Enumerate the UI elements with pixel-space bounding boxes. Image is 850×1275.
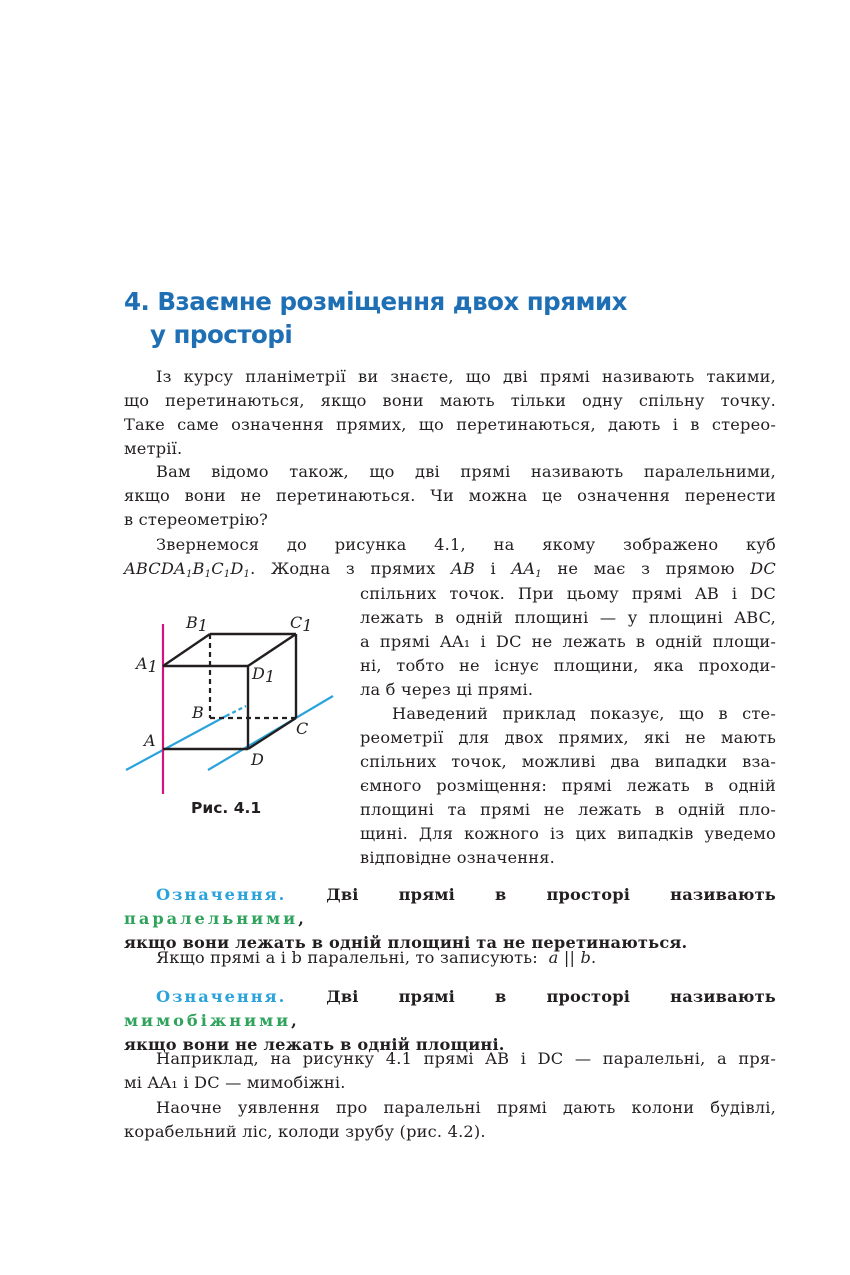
paragraph-visual (124, 1096, 776, 1144)
line-cube: $ABCDA_1B_1C_1D_1$. Жодна з прямих AB і $AA_1$ не має з прямою DC (124, 559, 776, 580)
term-skew: мимобіжними (124, 1011, 292, 1030)
label-b1: B1 (186, 613, 208, 635)
line: ємного розміщення: прямі лежать в одній (360, 776, 776, 795)
figure-caption: Рис. 4.1 (191, 799, 262, 817)
definition-parallel (124, 883, 776, 955)
line: Означення. Дві прямі в просторі називають мимобіжними, (124, 987, 776, 1030)
line: якщо вони не перетинаються. Чи можна це означення перенести (124, 486, 776, 505)
label-a1: A1 (136, 654, 158, 676)
definition-label: Означення. (156, 885, 287, 904)
line: Наведений приклад показує, що в сте- (392, 704, 776, 723)
line: відповідне означення. (360, 848, 555, 867)
line-ab (126, 716, 226, 770)
line: Із курсу планіметрії ви знаєте, що дві прямі називають такими, (156, 367, 776, 386)
line-dc (208, 696, 333, 770)
label-d: D (251, 750, 264, 769)
line: ні, тобто не існує площини, яка проходи- (360, 656, 776, 675)
line: а прямі AA₁ і DC не лежать в одній площи- (360, 632, 776, 651)
paragraph-cube-example (124, 533, 776, 581)
edge (248, 634, 296, 666)
line: спільних точок. При цьому прямі AB і DC (360, 584, 776, 603)
figure-cube (118, 606, 343, 806)
edge (248, 718, 296, 749)
line: в стереометрію? (124, 510, 268, 529)
line: лежать в одній площині — у площині ABC, (360, 608, 776, 627)
paragraph-intro (124, 365, 776, 461)
paragraph-example (124, 1047, 776, 1095)
line: якщо вони не лежать в одній площині. (124, 1035, 505, 1054)
line: ла б через ці прямі. (360, 680, 534, 699)
wrapped-text (360, 582, 776, 870)
label-a: A (144, 731, 156, 750)
paragraph-parallel-question (124, 460, 776, 532)
line: корабельний ліс, колоди зрубу (рис. 4.2). (124, 1122, 486, 1141)
line: щині. Для кожного із цих випадків уведемо (360, 824, 776, 843)
edge (163, 634, 210, 666)
label-c: C (296, 719, 309, 738)
section-title-line-1: 4. Взаємне розміщення двох прямих (124, 287, 627, 316)
line: Вам відомо також, що дві прямі називають паралельними, (156, 462, 776, 481)
line: що перетинаються, якщо вони мають тільки одну спільну точку. (124, 391, 776, 410)
section-title-line-2: у просторі (150, 320, 293, 349)
label-b: B (192, 703, 204, 722)
line: Наочне уявлення про паралельні прямі дають колони будівлі, (156, 1098, 776, 1117)
line: мі AA₁ і DC — мимобіжні. (124, 1073, 346, 1092)
line: Таке саме означення прямих, що перетинаються, дають і в стерео- (124, 415, 776, 434)
line: спільних точок, можливі два випадки вза- (360, 752, 776, 771)
definition-label: Означення. (156, 987, 287, 1006)
label-c1: C1 (290, 613, 313, 635)
line: Якщо прямі a і b паралельні, то записують: a || b. (156, 948, 597, 967)
section-title (124, 285, 627, 351)
line: Звернемося до рисунка 4.1, на якому зображено куб (156, 535, 776, 554)
term-parallel: паралельними (124, 909, 299, 928)
line: якщо вони лежать в одній площині та не перетинаються. (124, 933, 688, 952)
parallel-notation (124, 946, 776, 970)
cube-diagram (118, 606, 343, 806)
line: Наприклад, на рисунку 4.1 прямі AB і DC — паралельні, а пря- (156, 1049, 776, 1068)
line: реометрії для двох прямих, які не мають (360, 728, 776, 747)
line: метрії. (124, 439, 183, 458)
line: площині та прямі не лежать в одній пло- (360, 800, 776, 819)
cube-name: $ABCDA_1B_1C_1D_1$ (124, 559, 251, 580)
line: Означення. Дві прямі в просторі називають паралельними, (124, 885, 776, 928)
formula: a || b. (548, 948, 597, 967)
label-d1: D1 (252, 664, 276, 686)
line-ab-hidden (226, 706, 246, 716)
